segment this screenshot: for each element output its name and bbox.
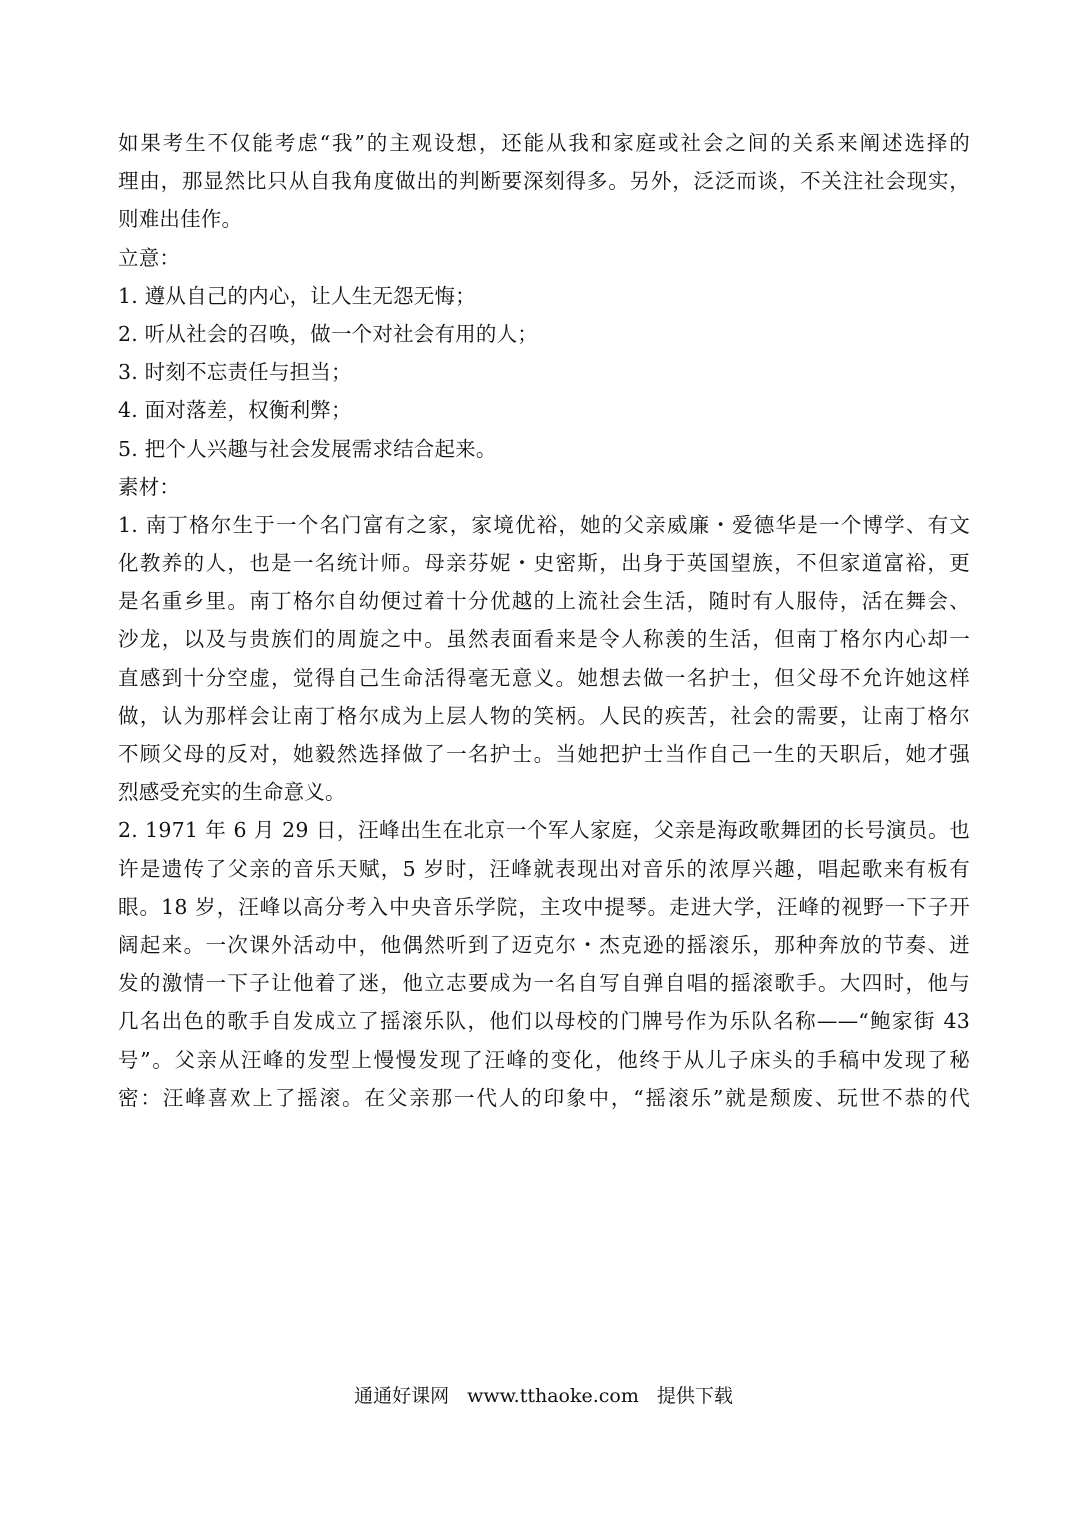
text-line: 发的激情一下子让他着了迷，他立志要成为一名自写自弹自唱的摇滚歌手。大四时，他与 [118, 971, 970, 996]
text-line: 密：汪峰喜欢上了摇滚。在父亲那一代人的印象中，“摇滚乐”就是颓废、玩世不恭的代 [118, 1085, 970, 1110]
page-footer [0, 1382, 1087, 1410]
text-line: 阔起来。一次课外活动中，他偶然听到了迈克尔・杰克逊的摇滚乐，那种奔放的节奏、迸 [118, 932, 970, 957]
text-line: 则难出佳作。 [118, 207, 243, 232]
text-line: 2. 1971 年 6 月 29 日，汪峰出生在北京一个军人家庭，父亲是海政歌舞团的长号演员。也 [118, 818, 970, 843]
section-heading: 立意： [118, 245, 181, 270]
text-line: 许是遗传了父亲的音乐天赋，5 岁时，汪峰就表现出对音乐的浓厚兴趣，唱起歌来有板有 [118, 856, 970, 881]
text-line: 沙龙，以及与贵族们的周旋之中。虽然表面看来是令人称羡的生活，但南丁格尔内心却一 [118, 627, 970, 652]
text-line: 做，认为那样会让南丁格尔成为上层人物的笑柄。人民的疾苦，社会的需要，让南丁格尔 [118, 703, 970, 728]
text-line: 几名出色的歌手自发成立了摇滚乐队，他们以母校的门牌号作为乐队名称——“鲍家街 43 [118, 1009, 970, 1034]
document-body [118, 124, 970, 1117]
list-item: 4. 面对落差，权衡利弊； [118, 398, 352, 423]
text-line: 理由，那显然比只从自我角度做出的判断要深刻得多。另外，泛泛而谈，不关注社会现实， [118, 169, 970, 194]
text-line: 1. 南丁格尔生于一个名门富有之家，家境优裕，她的父亲威廉・爱德华是一个博学、有文 [118, 512, 970, 537]
text-line: 烈感受充实的生命意义。 [118, 780, 346, 805]
text-line: 直感到十分空虚，觉得自己生命活得毫无意义。她想去做一名护士，但父母不允许她这样 [118, 665, 970, 690]
list-item: 5. 把个人兴趣与社会发展需求结合起来。 [118, 436, 497, 461]
text-line: 化教养的人，也是一名统计师。母亲芬妮・史密斯，出身于英国望族，不但家道富裕，更 [118, 551, 970, 576]
text-line: 号”。父亲从汪峰的发型上慢慢发现了汪峰的变化，他终于从儿子床头的手稿中发现了秘 [118, 1047, 970, 1072]
footer-site-name: 通通好课网 [354, 1385, 450, 1407]
text-line: 如果考生不仅能考虑“我”的主观设想，还能从我和家庭或社会之间的关系来阐述选择的 [118, 131, 970, 155]
list-item: 2. 听从社会的召唤，做一个对社会有用的人； [118, 321, 538, 346]
list-item: 3. 时刻不忘责任与担当； [118, 360, 352, 385]
section-heading: 素材： [118, 474, 181, 499]
footer-note: 提供下载 [656, 1385, 733, 1407]
footer-url: www.tthaoke.com [467, 1385, 639, 1407]
text-line: 不顾父母的反对，她毅然选择做了一名护士。当她把护士当作自己一生的天职后，她才强 [118, 742, 970, 766]
text-line: 是名重乡里。南丁格尔自幼便过着十分优越的上流社会生活，随时有人服侍，活在舞会、 [118, 589, 970, 614]
list-item: 1. 遵从自己的内心，让人生无怨无悔； [118, 283, 476, 308]
text-line: 眼。18 岁，汪峰以高分考入中央音乐学院，主攻中提琴。走进大学，汪峰的视野一下子开 [118, 894, 970, 919]
